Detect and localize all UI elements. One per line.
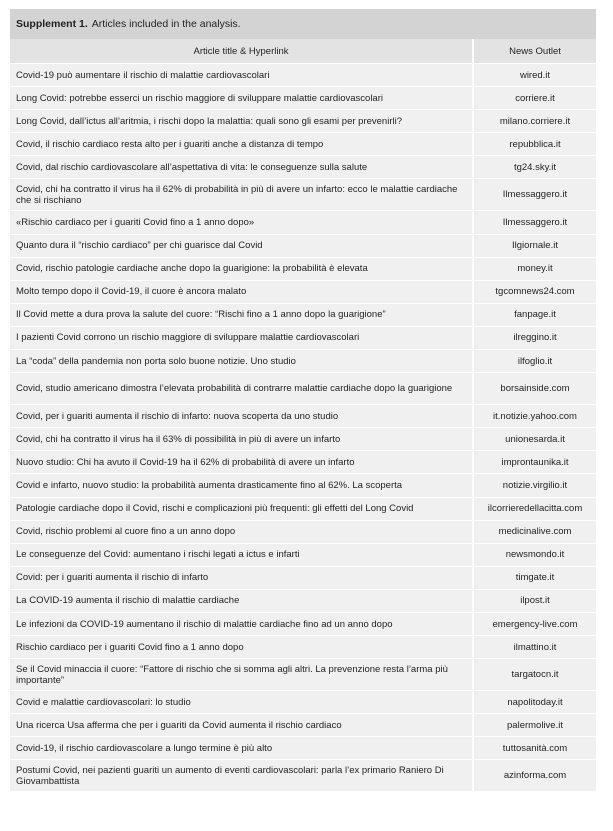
article-title-cell[interactable]: Covid, rischio patologie cardiache anche dopo la guarigione: la probabilità è elevata bbox=[10, 257, 473, 280]
table-row bbox=[10, 179, 596, 211]
article-title-cell[interactable]: Covid e infarto, nuovo studio: la probabilità aumenta drasticamente fino al 62%. La scoperta bbox=[10, 474, 473, 497]
table-row bbox=[10, 612, 596, 635]
table-row bbox=[10, 497, 596, 520]
table-row bbox=[10, 474, 596, 497]
table-row bbox=[10, 257, 596, 280]
article-title-cell[interactable]: Long Covid, dall’ictus all’aritmia, i rischi dopo la malattia: quali sono gli esami per prevenirli? bbox=[10, 110, 473, 133]
table-caption bbox=[10, 9, 596, 39]
news-outlet-cell: borsainside.com bbox=[473, 373, 596, 405]
article-title-cell[interactable]: Quanto dura il “rischio cardiaco” per chi guarisce dal Covid bbox=[10, 234, 473, 257]
article-title-cell[interactable]: Covid-19, il rischio cardiovascolare a lungo termine è più alto bbox=[10, 737, 473, 760]
table-row bbox=[10, 520, 596, 543]
table-row bbox=[10, 659, 596, 691]
news-outlet-cell: ilfoglio.it bbox=[473, 350, 596, 373]
news-outlet-cell: timgate.it bbox=[473, 566, 596, 589]
table-row bbox=[10, 303, 596, 326]
table-row bbox=[10, 636, 596, 659]
table-row bbox=[10, 87, 596, 110]
news-outlet-cell: tg24.sky.it bbox=[473, 156, 596, 179]
table-row bbox=[10, 326, 596, 349]
articles-table bbox=[10, 39, 596, 792]
table-row bbox=[10, 64, 596, 87]
article-title-cell[interactable]: Covid, per i guariti aumenta il rischio di infarto: nuova scoperta da uno studio bbox=[10, 405, 473, 428]
news-outlet-cell: newsmondo.it bbox=[473, 543, 596, 566]
table-row bbox=[10, 737, 596, 760]
article-title-cell[interactable]: Covid e malattie cardiovascolari: lo studio bbox=[10, 691, 473, 714]
article-title-cell[interactable]: Il Covid mette a dura prova la salute del cuore: “Rischi fino a 1 anno dopo la guarigione” bbox=[10, 303, 473, 326]
header-news-outlet: News Outlet bbox=[473, 39, 596, 64]
table-row bbox=[10, 234, 596, 257]
news-outlet-cell: azinforma.com bbox=[473, 760, 596, 792]
news-outlet-cell: repubblica.it bbox=[473, 133, 596, 156]
header-article-title: Article title & Hyperlink bbox=[10, 39, 473, 64]
article-title-cell[interactable]: Covid, studio americano dimostra l’elevata probabilità di contrarre malattie cardiache dopo la guarigione bbox=[10, 373, 473, 405]
table-row bbox=[10, 691, 596, 714]
news-outlet-cell: money.it bbox=[473, 257, 596, 280]
news-outlet-cell: Ilgiornale.it bbox=[473, 234, 596, 257]
article-title-cell[interactable]: Covid, dal rischio cardiovascolare all’aspettativa di vita: le conseguenze sulla salute bbox=[10, 156, 473, 179]
table-row bbox=[10, 211, 596, 234]
news-outlet-cell: Ilmessaggero.it bbox=[473, 211, 596, 234]
header-row bbox=[10, 39, 596, 64]
news-outlet-cell: tgcomnews24.com bbox=[473, 280, 596, 303]
news-outlet-cell: napolitoday.it bbox=[473, 691, 596, 714]
table-row bbox=[10, 280, 596, 303]
news-outlet-cell: emergency-live.com bbox=[473, 612, 596, 635]
article-title-cell[interactable]: Le infezioni da COVID-19 aumentano il rischio di malattie cardiache fino ad un anno dopo bbox=[10, 612, 473, 635]
news-outlet-cell: ilpost.it bbox=[473, 589, 596, 612]
article-title-cell[interactable]: Postumi Covid, nei pazienti guariti un aumento di eventi cardiovascolari: parla l’ex primario Raniero Di Giovambattista bbox=[10, 760, 473, 792]
table-row bbox=[10, 451, 596, 474]
table-row bbox=[10, 373, 596, 405]
news-outlet-cell: notizie.virgilio.it bbox=[473, 474, 596, 497]
article-title-cell[interactable]: «Rischio cardiaco per i guariti Covid fino a 1 anno dopo» bbox=[10, 211, 473, 234]
table-row bbox=[10, 133, 596, 156]
article-title-cell[interactable]: Covid, rischio problemi al cuore fino a un anno dopo bbox=[10, 520, 473, 543]
table-row bbox=[10, 760, 596, 792]
table-row bbox=[10, 543, 596, 566]
article-title-cell[interactable]: Rischio cardiaco per i guariti Covid fino a 1 anno dopo bbox=[10, 636, 473, 659]
news-outlet-cell: fanpage.it bbox=[473, 303, 596, 326]
table-row bbox=[10, 156, 596, 179]
table-row bbox=[10, 350, 596, 373]
article-title-cell[interactable]: Molto tempo dopo il Covid-19, il cuore è ancora malato bbox=[10, 280, 473, 303]
news-outlet-cell: ilreggino.it bbox=[473, 326, 596, 349]
article-title-cell[interactable]: Covid, chi ha contratto il virus ha il 62% di probabilità in più di avere un infarto: ecco le malattie cardiache che si rischiano bbox=[10, 179, 473, 211]
caption-label: Supplement 1. bbox=[16, 18, 88, 30]
news-outlet-cell: medicinalive.com bbox=[473, 520, 596, 543]
table-row bbox=[10, 566, 596, 589]
article-title-cell[interactable]: I pazienti Covid corrono un rischio maggiore di sviluppare malattie cardiovascolari bbox=[10, 326, 473, 349]
table-row bbox=[10, 110, 596, 133]
supplement-table-container bbox=[10, 9, 596, 792]
article-title-cell[interactable]: Covid-19 può aumentare il rischio di malattie cardiovascolari bbox=[10, 64, 473, 87]
article-title-cell[interactable]: Patologie cardiache dopo il Covid, rischi e complicazioni più frequenti: gli effetti del Long Covid bbox=[10, 497, 473, 520]
article-title-cell[interactable]: Se il Covid minaccia il cuore: “Fattore di rischio che si somma agli altri. La prevenzione resta l’arma più importante” bbox=[10, 659, 473, 691]
article-title-cell[interactable]: Covid, il rischio cardiaco resta alto per i guariti anche a distanza di tempo bbox=[10, 133, 473, 156]
table-row bbox=[10, 714, 596, 737]
news-outlet-cell: ilcorrieredellacitta.com bbox=[473, 497, 596, 520]
article-title-cell[interactable]: Le conseguenze del Covid: aumentano i rischi legati a ictus e infarti bbox=[10, 543, 473, 566]
news-outlet-cell: Ilmessaggero.it bbox=[473, 179, 596, 211]
news-outlet-cell: milano.corriere.it bbox=[473, 110, 596, 133]
news-outlet-cell: tuttosanità.com bbox=[473, 737, 596, 760]
news-outlet-cell: wired.it bbox=[473, 64, 596, 87]
table-body bbox=[10, 64, 596, 792]
news-outlet-cell: ilmattino.it bbox=[473, 636, 596, 659]
news-outlet-cell: it.notizie.yahoo.com bbox=[473, 405, 596, 428]
news-outlet-cell: unionesarda.it bbox=[473, 428, 596, 451]
news-outlet-cell: palermolive.it bbox=[473, 714, 596, 737]
news-outlet-cell: corriere.it bbox=[473, 87, 596, 110]
article-title-cell[interactable]: La “coda” della pandemia non porta solo buone notizie. Uno studio bbox=[10, 350, 473, 373]
article-title-cell[interactable]: La COVID-19 aumenta il rischio di malattie cardiache bbox=[10, 589, 473, 612]
article-title-cell[interactable]: Covid: per i guariti aumenta il rischio di infarto bbox=[10, 566, 473, 589]
article-title-cell[interactable]: Una ricerca Usa afferma che per i guariti da Covid aumenta il rischio cardiaco bbox=[10, 714, 473, 737]
article-title-cell[interactable]: Covid, chi ha contratto il virus ha il 63% di possibilità in più di avere un infarto bbox=[10, 428, 473, 451]
article-title-cell[interactable]: Long Covid: potrebbe esserci un rischio maggiore di sviluppare malattie cardiovascolari bbox=[10, 87, 473, 110]
table-row bbox=[10, 405, 596, 428]
table-row bbox=[10, 589, 596, 612]
news-outlet-cell: improntaunika.it bbox=[473, 451, 596, 474]
caption-text: Articles included in the analysis. bbox=[91, 18, 241, 30]
table-row bbox=[10, 428, 596, 451]
article-title-cell[interactable]: Nuovo studio: Chi ha avuto il Covid-19 ha il 62% di probabilità di avere un infarto bbox=[10, 451, 473, 474]
news-outlet-cell: targatocn.it bbox=[473, 659, 596, 691]
